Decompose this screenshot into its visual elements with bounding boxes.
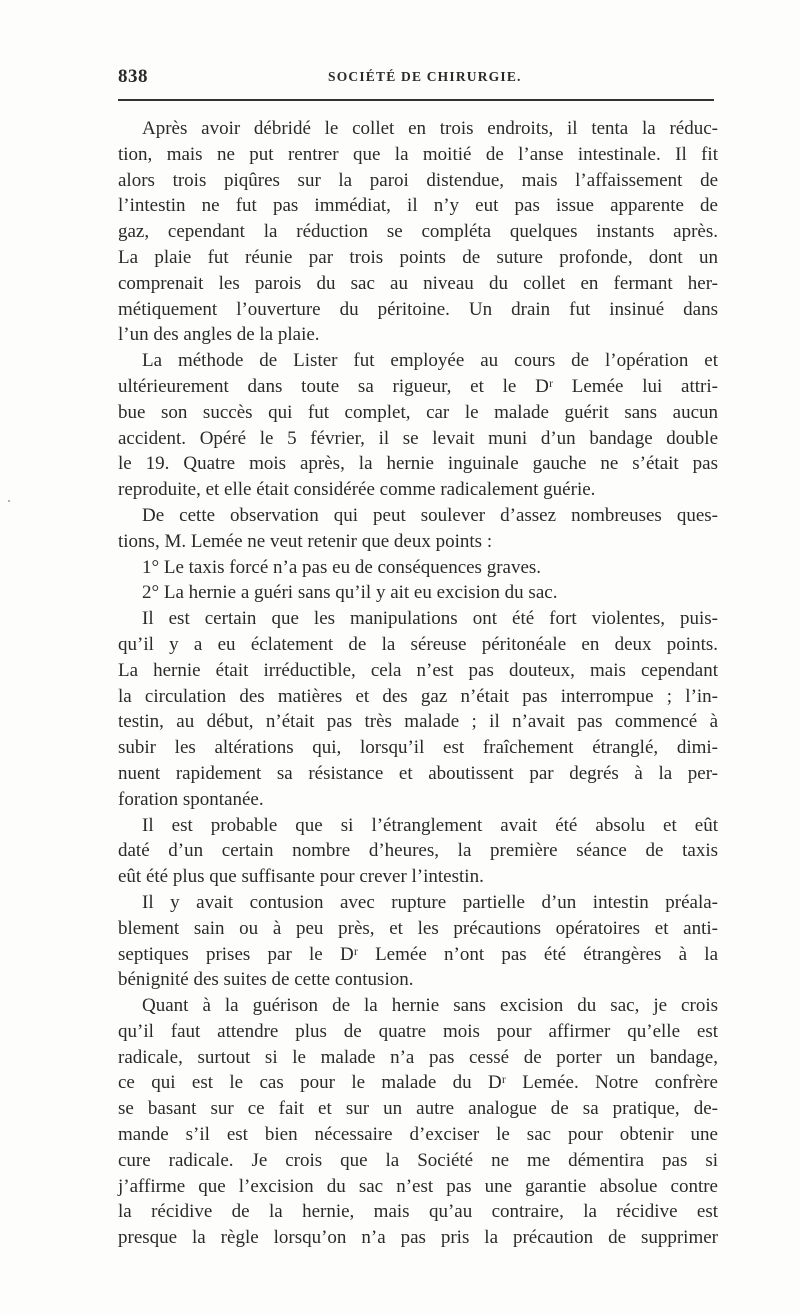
page-number: 838 [118, 66, 148, 87]
text-line: nuent rapidement sa résistance et aboutissent par degrés à la per- [118, 762, 718, 784]
text-line: reproduite, et elle était considérée comme radicalement guérie. [118, 479, 596, 501]
text-line: mande s’il est bien nécessaire d’exciser le sac pour obtenir une [118, 1124, 718, 1146]
margin-speck [8, 500, 10, 502]
text-line: cure radicale. Je crois que la Société ne me démentira pas si [118, 1149, 718, 1171]
running-head [118, 66, 714, 90]
text-line: bue son succès qui fut complet, car le malade guérit sans aucun [118, 401, 718, 423]
text-line: ce qui est le cas pour le malade du Dʳ Lemée. Notre confrère [118, 1072, 718, 1094]
running-title: SOCIÉTÉ DE CHIRURGIE. [328, 69, 522, 84]
text-line: Il est certain que les manipulations ont été fort violentes, puis- [142, 608, 718, 630]
text-line: Quant à la guérison de la hernie sans excision du sac, je crois [142, 995, 718, 1017]
text-line: subir les altérations qui, lorsqu’il est fraîchement étranglé, dimi- [118, 737, 718, 759]
text-line: le 19. Quatre mois après, la hernie inguinale gauche ne s’était pas [118, 453, 718, 475]
text-line: La méthode de Lister fut employée au cours de l’opération et [142, 350, 718, 372]
text-line: ultérieurement dans toute sa rigueur, et le Dʳ Lemée lui attri- [118, 375, 718, 397]
text-line: tions, M. Lemée ne veut retenir que deux points : [118, 530, 493, 552]
text-line: daté d’un certain nombre d’heures, la première séance de taxis [118, 840, 718, 862]
text-line: La plaie fut réunie par trois points de suture profonde, dont un [118, 246, 718, 268]
text-line: l’intestin ne fut pas immédiat, il n’y eut pas issue apparente de [118, 195, 718, 217]
header-rule [118, 99, 714, 101]
text-line: gaz, cependant la réduction se compléta quelques instants après. [118, 221, 718, 243]
text-line: qu’il faut attendre plus de quatre mois pour affirmer qu’elle est [118, 1020, 718, 1042]
text-line: qu’il y a eu éclatement de la séreuse péritonéale en deux points. [118, 633, 718, 655]
text-line: Il est probable que si l’étranglement avait été absolu et eût [142, 814, 718, 836]
text-line: La hernie était irréductible, cela n’est pas douteux, mais cependant [118, 659, 718, 681]
text-line: métiquement l’ouverture du péritoine. Un drain fut insinué dans [118, 298, 718, 320]
text-line: 2° La hernie a guéri sans qu’il y ait eu excision du sac. [142, 582, 558, 604]
text-line: accident. Opéré le 5 février, il se levait muni d’un bandage double [118, 427, 718, 449]
text-line: testin, au début, n’était pas très malade ; il n’avait pas commencé à [118, 711, 718, 733]
text-line: se basant sur ce fait et sur un autre analogue de sa pratique, de- [118, 1098, 718, 1120]
text-line: presque la règle lorsqu’on n’a pas pris la précaution de supprimer [118, 1227, 718, 1249]
text-line: j’affirme que l’excision du sac n’est pas une garantie absolue contre [118, 1175, 718, 1197]
text-line: alors trois piqûres sur la paroi distendue, mais l’affaissement de [118, 169, 718, 191]
text-line: eût été plus que suffisante pour crever l’intestin. [118, 866, 484, 888]
text-line: radicale, surtout si le malade n’a pas cessé de porter un bandage, [118, 1046, 718, 1068]
text-line: De cette observation qui peut soulever d’assez nombreuses ques- [142, 504, 718, 526]
text-line: la récidive de la hernie, mais qu’au contraire, la récidive est [118, 1201, 718, 1223]
body-text [118, 116, 718, 1251]
text-line: 1° Le taxis forcé n’a pas eu de conséquences graves. [142, 556, 542, 578]
text-line: comprenait les parois du sac au niveau du collet en fermant her- [118, 272, 718, 294]
text-line: la circulation des matières et des gaz n’était pas interrompue ; l’in- [118, 685, 718, 707]
text-line: foration spontanée. [118, 788, 264, 810]
text-line: bénignité des suites de cette contusion. [118, 969, 414, 991]
text-line: Après avoir débridé le collet en trois endroits, il tenta la réduc- [142, 118, 718, 139]
text-line: septiques prises par le Dʳ Lemée n’ont pas été étrangères à la [118, 943, 718, 965]
text-line: Il y avait contusion avec rupture partielle d’un intestin préala- [142, 891, 718, 913]
text-line: l’un des angles de la plaie. [118, 324, 320, 346]
text-line: blement sain ou à peu près, et les précautions opératoires et anti- [118, 917, 718, 939]
text-line: tion, mais ne put rentrer que la moitié de l’anse intestinale. Il fit [118, 143, 718, 165]
